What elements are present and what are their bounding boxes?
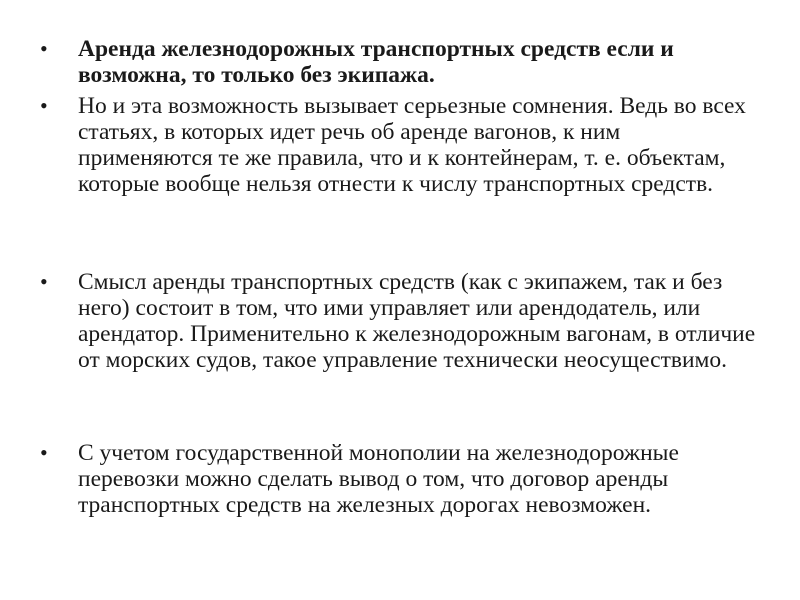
bullet-text-1: Аренда железнодорожных транспортных средств если и возможна, то только без экипажа. bbox=[78, 36, 674, 88]
bullet-item-4 bbox=[40, 440, 758, 518]
bullet-dot-icon: • bbox=[40, 93, 48, 118]
bullet-dot-icon: • bbox=[40, 36, 48, 61]
bullet-item-3 bbox=[40, 269, 758, 373]
bullet-item-1 bbox=[40, 36, 758, 88]
bullet-text-4: С учетом государственной монополии на железнодорожные перевозки можно сделать вывод о том, что договор аренды транспортных средств на железных дорогах невозможен. bbox=[78, 440, 679, 518]
bullet-dot-icon: • bbox=[40, 269, 48, 294]
bullet-dot-icon: • bbox=[40, 440, 48, 465]
bullet-text-3: Смысл аренды транспортных средств (как с экипажем, так и без него) состоит в том, что ими управляет или арендодатель, или арендатор. Применительно к железнодорожным вагонам, в отличие от морских судов, такое управление технически неосуществимо. bbox=[78, 269, 756, 373]
bullet-text-2: Но и эта возможность вызывает серьезные сомнения. Ведь во всех статьях, в которых идет речь об аренде вагонов, к ним применяются те же правила, что и к контейнерам, т. е. объектам, которые вообще нельзя отнести к числу транспортных средств. bbox=[78, 93, 746, 197]
bullet-item-2 bbox=[40, 93, 758, 197]
